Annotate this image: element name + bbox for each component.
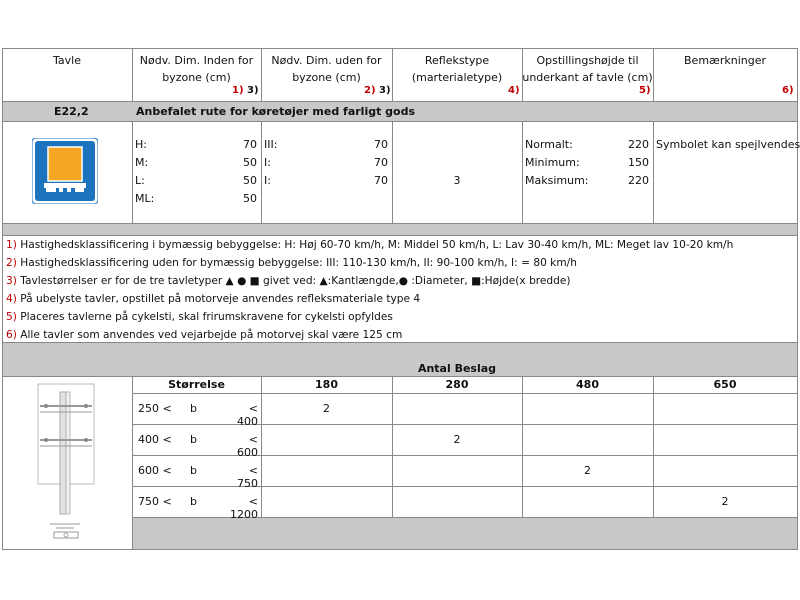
bracket-diagram xyxy=(20,382,116,542)
sign-title: Anbefalet rute for køretøjer med farligt gods xyxy=(136,105,416,118)
beslag-bottom-band xyxy=(132,517,798,550)
sign-code: E22,2 xyxy=(54,105,89,118)
beslag-col-180: 180 xyxy=(315,378,338,391)
beslag-col-650: 650 xyxy=(713,378,737,391)
remark-text: Symbolet kan spejlvendes xyxy=(656,138,800,151)
header-reflex-ref: 4) xyxy=(508,85,520,96)
header-remarks-ref: 6) xyxy=(782,85,794,96)
beslag-col-280: 280 xyxy=(445,378,469,391)
header-height: Opstillingshøjde til underkant af tavle (cm) xyxy=(522,54,653,84)
dims-inside: H: 70 M: 50 L: 50 ML: 50 xyxy=(135,138,257,205)
notes-spacer-band xyxy=(2,223,798,235)
header-height-ref: 5) xyxy=(639,85,651,96)
mount-heights: Normalt: 220 Minimum: 150 Maksimum: 220 xyxy=(525,138,649,187)
beslag-title: Antal Beslag xyxy=(417,362,497,375)
beslag-col-480: 480 xyxy=(576,378,599,391)
header-dim-inside-refs: 1) 3) xyxy=(232,85,259,96)
header-dim-outside-refs: 2) 3) xyxy=(364,85,391,96)
sign-spec-sheet: Tavle Nødv. Dim. Inden for byzone (cm) 1) 3) Nødv. Dim. uden for byzone (cm) 2) 3) Reflekstype (marterialetype) 4) Opstillingshøjde til underkant af tavle (cm) 5) Bemærkninger 6) E22,2 Anbefalet rute for køretøjer med farligt gods H: 70 M: 50 L: 50 ML: 50 III: 70 I: 70 I: 70 3 Normalt: 220 Minimum: 150 Maksimum: 220 Symbolet kan spejlvendes 1) Hastighedsklassificering i bymæssig bebyggelse: H: Høj 60-70 km/h, M: Middel 50 km/h, L: Lav 30-40 km/h, ML: Meget lav 10-20 km/h 2) Hastighedsklassificering uden for bymæssig bebyggelse: III: 110-130 km/h, II: 90-100 km/h, I: = 80 km/h 3) Tavlestørrelser er for de tre tavletyper ▲ ● ■ givet ved: ▲:Kantlængde,● :Diameter, ■:Højde(x bredde) 4) På ubelyste tavler, opstillet på motorveje anvendes refleksmateriale type 4 5) Placeres tavlerne på cykelsti, skal frirumskravene for cykelsti opfyldes 6) Alle tavler som anvendes ved vejarbejde på motorvej skal være 125 cm Antal Beslag Størrelse 180 280 480 650 250 < b < 400 2 400 < b < 600 2 600 < b < 750 2 750 < b < 1200 2 xyxy=(2,48,798,550)
header-dim-outside: Nødv. Dim. uden for byzone (cm) xyxy=(271,54,382,84)
header-reflex: Reflekstype (marterialetype) xyxy=(411,54,503,84)
sign-e22-2-image xyxy=(32,138,98,204)
header-remarks: Bemærkninger xyxy=(684,54,766,67)
header-tavle: Tavle xyxy=(53,54,81,67)
size-header: Størrelse xyxy=(168,378,225,391)
dims-outside: III: 70 I: 70 I: 70 xyxy=(264,138,388,187)
header-dim-inside: Nødv. Dim. Inden for byzone (cm) xyxy=(139,54,254,84)
reflex-type-value: 3 xyxy=(453,174,461,187)
